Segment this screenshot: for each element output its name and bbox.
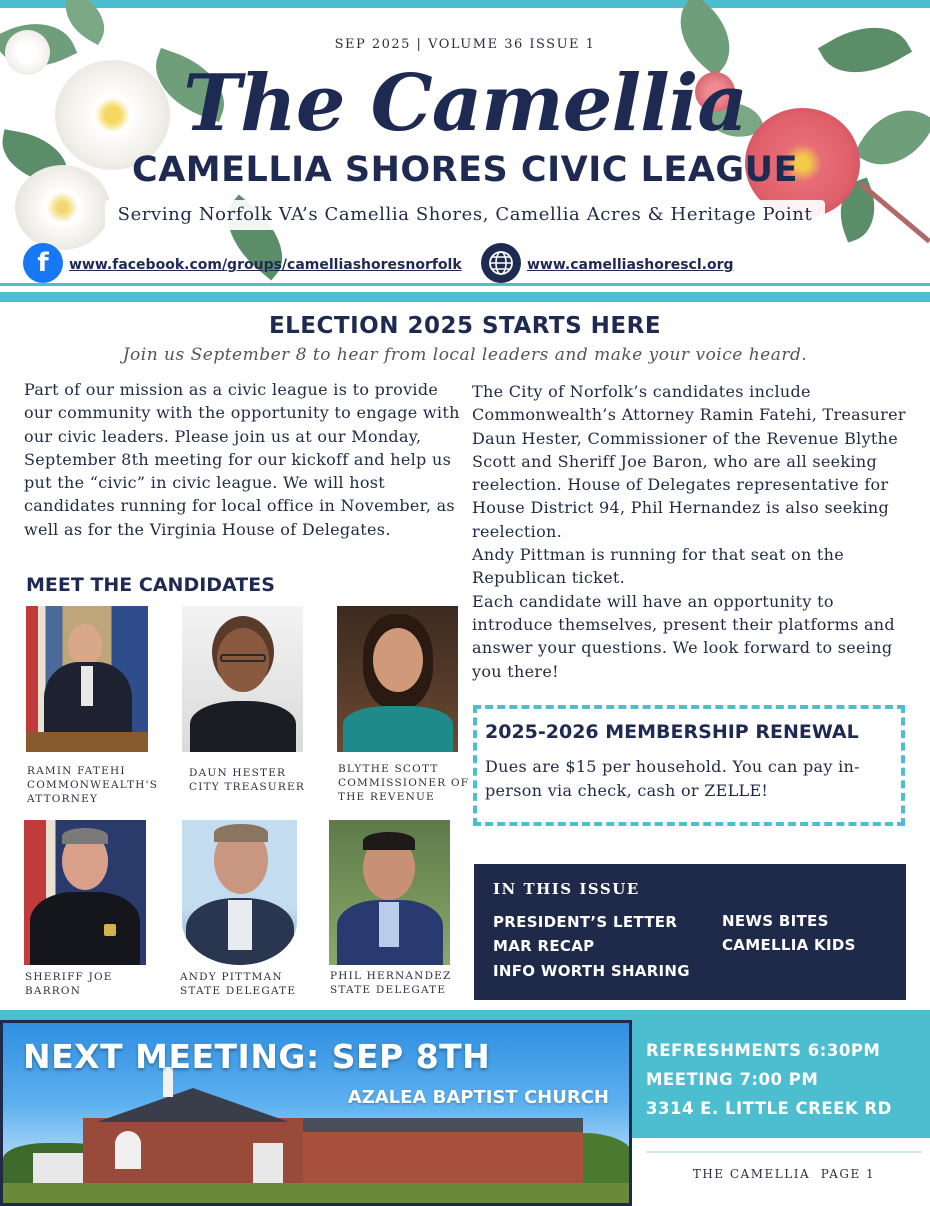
in-this-issue-title: IN THIS ISSUE: [493, 880, 640, 898]
issue-item[interactable]: NEWS BITES: [722, 912, 829, 930]
facebook-icon[interactable]: f: [23, 243, 63, 283]
masthead-title: The Camellia: [183, 58, 747, 149]
membership-title: 2025-2026 MEMBERSHIP RENEWAL: [485, 721, 859, 743]
caption-line: ANDY PITTMAN: [180, 971, 283, 983]
caption-line: CITY TREASURER: [189, 781, 305, 793]
candidate-photo-hernandez: [329, 820, 450, 965]
candidate-caption-baron: [25, 970, 113, 998]
caption-line: DAUN HESTER: [189, 767, 287, 779]
candidate-caption-hernandez: [330, 969, 452, 997]
candidate-photo-hester: [182, 606, 303, 752]
caption-line: PHIL HERNANDEZ: [330, 970, 452, 982]
election-right-text: [472, 380, 910, 683]
meeting-location: AZALEA BAPTIST CHURCH: [347, 1087, 609, 1108]
website-link[interactable]: www.camelliashorescl.org: [527, 257, 734, 273]
candidate-caption-hester: [189, 766, 305, 794]
issue-line: SEP 2025 | VOLUME 36 ISSUE 1: [334, 37, 596, 52]
globe-icon[interactable]: [481, 243, 521, 283]
caption-line: COMMONWEALTH'S: [27, 779, 159, 791]
meeting-details-box: [632, 1010, 930, 1138]
caption-line: COMMISSIONER OF: [338, 777, 470, 789]
footer-divider: [646, 1151, 922, 1153]
caption-line: SHERIFF JOE: [25, 971, 113, 983]
caption-line: RAMIN FATEHI: [27, 765, 126, 777]
facebook-link[interactable]: www.facebook.com/groups/camelliashoresnorfolk: [69, 257, 462, 273]
caption-line: ATTORNEY: [27, 793, 99, 805]
footer-bar: [0, 1010, 632, 1020]
caption-line: STATE DELEGATE: [330, 984, 447, 996]
header-divider: [0, 283, 930, 286]
membership-box: [473, 705, 905, 826]
meeting-address: 3314 E. LITTLE CREEK RD: [646, 1099, 892, 1118]
issue-item[interactable]: CAMELLIA KIDS: [722, 936, 856, 954]
election-right-paragraph: The City of Norfolk’s candidates include Commonwealth’s Attorney Ramin Fatehi, Treasurer Daun Hester, Commissioner of the Revenue Blythe Scott and Sheriff Joe Baron, who are all seeking reelection. House of Delegates representative for House District 94, Phil Hernandez is also seeking reelection.: [472, 382, 906, 541]
meeting-time: MEETING 7:00 PM: [646, 1070, 819, 1089]
issue-item[interactable]: INFO WORTH SHARING: [493, 962, 690, 980]
league-name: CAMELLIA SHORES CIVIC LEAGUE: [132, 150, 798, 190]
in-this-issue-box: [474, 864, 906, 1000]
caption-line: STATE DELEGATE: [180, 985, 297, 997]
meet-candidates-heading: MEET THE CANDIDATES: [26, 574, 275, 596]
candidate-caption-scott: [338, 762, 469, 804]
candidate-caption-fatehi: [27, 764, 158, 806]
page-footer: THE CAMELLIA PAGE 1: [692, 1167, 876, 1181]
candidate-caption-pittman: [180, 970, 296, 998]
refreshments-time: REFRESHMENTS 6:30PM: [646, 1041, 881, 1060]
caption-line: THE REVENUE: [338, 791, 435, 803]
election-right-paragraph: Each candidate will have an opportunity to introduce themselves, present their platforms and answer your questions. We look forward to seeing you there!: [472, 591, 895, 681]
candidate-photo-baron: [24, 820, 146, 965]
candidate-photo-fatehi: [26, 606, 148, 752]
election-title: ELECTION 2025 STARTS HERE: [268, 313, 662, 339]
next-meeting-headline: NEXT MEETING: SEP 8TH: [23, 1037, 491, 1076]
caption-line: BARRON: [25, 985, 82, 997]
membership-text: Dues are $15 per household. You can pay in-person via check, cash or ZELLE!: [485, 757, 860, 800]
election-left-paragraph: Part of our mission as a civic league is to provide our community with the opportunity to engage with our civic leaders. Please join us at our Monday, September 8th meeting for our kickoff and help us put the “civic” in civic league. We will host candidates running for local office in November, as well as for the Virginia House of Delegates.: [24, 380, 460, 539]
issue-item[interactable]: PRESIDENT’S LETTER: [493, 913, 678, 931]
election-subtitle: Join us September 8 to hear from local leaders and make your voice heard.: [122, 345, 808, 365]
serving-tagline: Serving Norfolk VA’s Camellia Shores, Camellia Acres & Heritage Point: [105, 200, 825, 230]
caption-line: BLYTHE SCOTT: [338, 763, 439, 775]
candidate-photo-scott: [337, 606, 458, 752]
church-photo: [0, 1020, 632, 1206]
header-divider-thick: [0, 292, 930, 302]
candidate-photo-pittman: [182, 820, 297, 965]
election-right-paragraph: Andy Pittman is running for that seat on the Republican ticket.: [472, 545, 845, 588]
issue-item[interactable]: MAR RECAP: [493, 937, 595, 955]
